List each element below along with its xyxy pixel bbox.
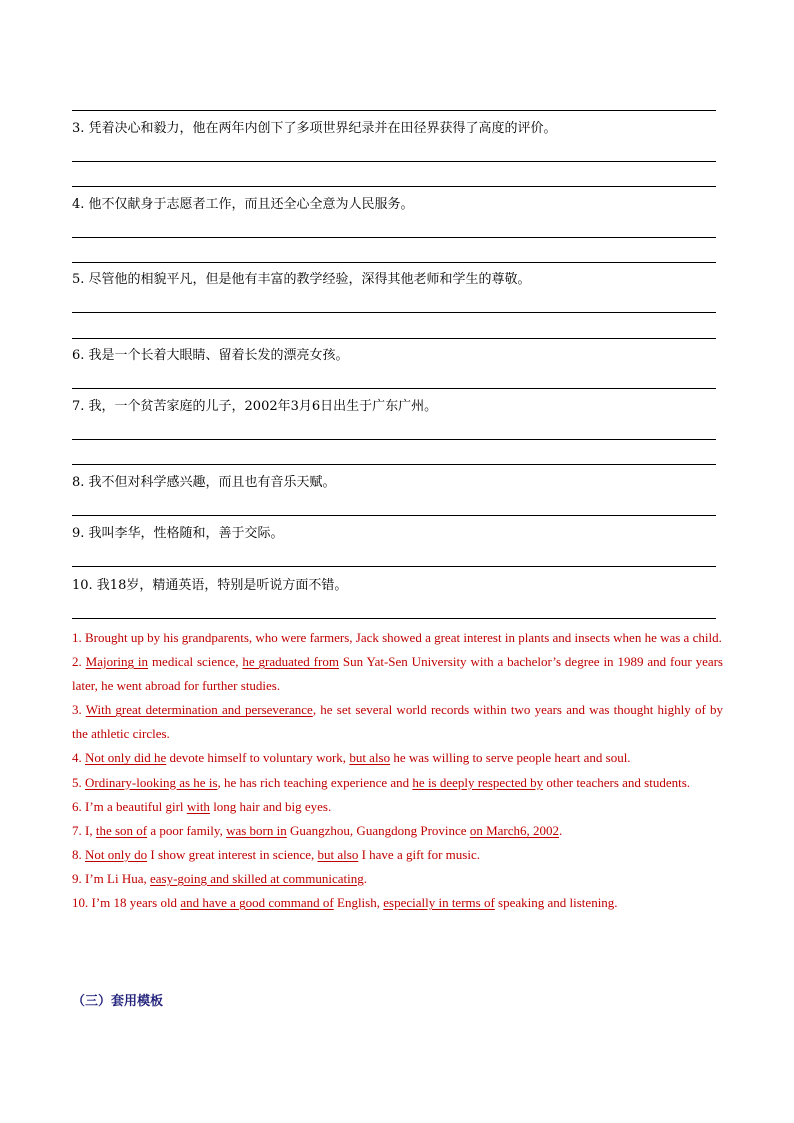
answer-underlined-phrase: and have a good command of [180, 895, 334, 911]
answer-line [72, 464, 716, 465]
answer-text: I show great interest in science, [147, 846, 318, 862]
answer-item-4 [72, 746, 723, 770]
answer-underlined-phrase: especially in terms of [383, 895, 495, 911]
answer-line [72, 186, 716, 187]
answer-text: 3. [72, 702, 86, 718]
answer-text: devote himself to voluntary work, [166, 750, 350, 766]
answer-text: . [363, 870, 367, 886]
answer-text: other teachers and students. [543, 774, 691, 790]
question-5: 5. 尽管他的相貌平凡，但是他有丰富的教学经验，深得其他老师和学生的尊敬。 [72, 272, 531, 287]
answer-line [72, 566, 716, 567]
answer-underlined-phrase: Majoring in [85, 654, 149, 670]
answer-underlined-phrase: he is deeply respected by [412, 774, 544, 790]
question-8: 8. 我不但对科学感兴趣，而且也有音乐天赋。 [72, 475, 336, 490]
question-10: 10. 我18岁，精通英语，特别是听说方面不错。 [72, 578, 348, 593]
answer-item-5 [72, 771, 723, 795]
answer-item-3 [72, 698, 723, 746]
answer-line [72, 515, 716, 516]
answer-text: long hair and big eyes. [209, 798, 332, 814]
answer-text: 5. [72, 774, 85, 790]
answer-underlined-phrase: but also [317, 846, 359, 862]
answer-underlined-phrase: but also [349, 750, 391, 766]
answer-underlined-phrase: the son of [95, 822, 148, 838]
answer-text: 2. [72, 654, 86, 670]
question-6: 6. 我是一个长着大眼睛、留着长发的漂亮女孩。 [72, 348, 349, 363]
answer-underlined-phrase: Ordinary-looking as he is [85, 774, 218, 790]
question-7: 7. 我，一个贫苦家庭的儿子，2002年3月6日出生于广东广州。 [72, 399, 438, 414]
answer-text: , he has rich teaching experience and [217, 774, 413, 790]
answer-line [72, 262, 716, 263]
answer-text: 1. Brought up by his grandparents, who were farmers, Jack showed a great interest in plants and insects when he was a child. [72, 630, 722, 645]
answer-item-8 [72, 843, 723, 867]
answer-text: 4. [72, 750, 85, 766]
question-4: 4. 他不仅献身于志愿者工作，而且还全心全意为人民服务。 [72, 197, 414, 212]
answer-underlined-phrase: Not only do [85, 846, 148, 862]
answer-text: Guangzhou, Guangdong Province [286, 822, 470, 838]
answer-line [72, 110, 716, 111]
answer-text: he was willing to serve people heart and soul. [390, 750, 631, 766]
answer-underlined-phrase: easy-going and skilled at communicating [149, 870, 364, 886]
section-heading: （三）套用模板 [72, 994, 164, 1009]
answer-line [72, 161, 716, 162]
question-9: 9. 我叫李华，性格随和，善于交际。 [72, 526, 284, 541]
answer-text: a poor family, [147, 822, 227, 838]
answer-underlined-phrase: Not only did he [85, 750, 167, 766]
answer-text: 8. [72, 846, 85, 862]
answer-underlined-phrase: With great determination and perseverance [85, 702, 313, 718]
answer-line [72, 439, 716, 440]
answer-item-9 [72, 867, 723, 891]
answer-item-7 [72, 819, 723, 843]
answer-text: 7. I, [72, 822, 96, 838]
answer-line [72, 618, 716, 619]
answer-line [72, 338, 716, 339]
answer-item-6 [72, 795, 723, 819]
answer-line [72, 312, 716, 313]
answer-text: 6. I’m a beautiful girl [72, 798, 187, 814]
answer-underlined-phrase: he graduated from [242, 654, 339, 670]
answer-underlined-phrase: on March6, 2002 [469, 822, 559, 838]
answer-text: medical science, [148, 654, 243, 670]
answer-text: 9. I’m Li Hua, [72, 870, 150, 886]
answer-text: English, [333, 895, 384, 911]
answer-item-2 [72, 650, 723, 698]
answer-key [72, 626, 723, 915]
answer-text: 10. I’m 18 years old [72, 895, 181, 911]
answer-text: , he set several world records within two years and was thought highly of by the athletic circles. [72, 702, 724, 742]
answer-item-10 [72, 891, 723, 915]
answer-underlined-phrase: with [186, 798, 210, 814]
answer-text: I have a gift for music. [358, 846, 480, 862]
answer-item-1 [72, 626, 723, 650]
answer-text: . [559, 822, 563, 838]
answer-underlined-phrase: was born in [226, 822, 287, 838]
answer-text: Sun Yat-Sen University with a bachelor’s degree in 1989 and four years later, he went abroad for further studies. [72, 654, 723, 694]
question-3: 3. 凭着决心和毅力，他在两年内创下了多项世界纪录并在田径界获得了高度的评价。 [72, 121, 557, 136]
answer-line [72, 237, 716, 238]
answer-text: speaking and listening. [494, 895, 618, 911]
answer-line [72, 388, 716, 389]
